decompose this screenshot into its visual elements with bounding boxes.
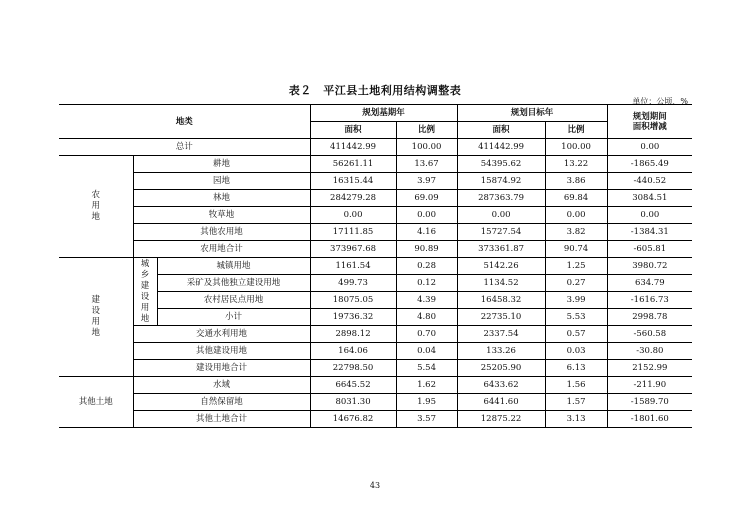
cell: 2898.12 [310, 326, 396, 343]
cell: 373967.68 [310, 241, 396, 258]
group-char: 用 [140, 302, 150, 313]
cell: 69.84 [545, 190, 607, 207]
cell: -605.81 [607, 241, 692, 258]
group-char: 地 [140, 313, 150, 324]
cell: 13.67 [396, 156, 457, 173]
change-header-line1: 规划期间 [632, 111, 667, 122]
cell: 1.25 [545, 258, 607, 275]
unit-note: 单位：公顷、% [632, 97, 688, 106]
row-label: 总计 [59, 139, 310, 156]
row-label: 小计 [157, 309, 310, 326]
cell: -1589.70 [607, 394, 692, 411]
cell: 0.57 [545, 326, 607, 343]
table-row-total [59, 139, 692, 156]
cell: 15727.54 [457, 224, 545, 241]
cell: 90.89 [396, 241, 457, 258]
cell: 0.00 [457, 207, 545, 224]
table-title: 表２ 平江县土地利用结构调整表 [288, 84, 462, 97]
cell: 5142.26 [457, 258, 545, 275]
table-row [59, 411, 692, 428]
cell: 0.00 [607, 207, 692, 224]
row-label: 其他建设用地 [133, 343, 310, 360]
cell: 3.13 [545, 411, 607, 428]
cell: 4.16 [396, 224, 457, 241]
cell: 12875.22 [457, 411, 545, 428]
cell: 2998.78 [607, 309, 692, 326]
cell: 411442.99 [310, 139, 396, 156]
row-label: 建设用地合计 [133, 360, 310, 377]
cell: 5.53 [545, 309, 607, 326]
row-label: 其他土地合计 [133, 411, 310, 428]
row-label: 其他农用地 [133, 224, 310, 241]
change-header [607, 105, 692, 139]
cell: 6.13 [545, 360, 607, 377]
change-header-line2: 面积增减 [632, 121, 667, 132]
group-char: 设 [140, 291, 150, 302]
group-char: 乡 [140, 269, 150, 280]
table-row [59, 377, 692, 394]
cell: 25205.90 [457, 360, 545, 377]
cell: 0.27 [545, 275, 607, 292]
cell: 6433.62 [457, 377, 545, 394]
constr-group-label [59, 258, 133, 377]
table-row [59, 326, 692, 343]
cell: 8031.30 [310, 394, 396, 411]
cell: 0.12 [396, 275, 457, 292]
cell: -440.52 [607, 173, 692, 190]
cell: 0.00 [607, 139, 692, 156]
target-area-header: 面积 [457, 122, 545, 139]
group-char: 城 [140, 258, 150, 269]
cell: -1801.60 [607, 411, 692, 428]
page-number: 43 [369, 481, 381, 490]
group-char: 农 [91, 190, 100, 200]
row-label: 交通水利用地 [133, 326, 310, 343]
table-row [59, 156, 692, 173]
table-row [59, 394, 692, 411]
cell: 56261.11 [310, 156, 396, 173]
cell: 3084.51 [607, 190, 692, 207]
cell: -1384.31 [607, 224, 692, 241]
cell: 13.22 [545, 156, 607, 173]
cell: 16458.32 [457, 292, 545, 309]
cell: 54395.62 [457, 156, 545, 173]
cell: 1161.54 [310, 258, 396, 275]
group-char: 设 [91, 306, 100, 316]
cell: 0.00 [310, 207, 396, 224]
cell: 287363.79 [457, 190, 545, 207]
table-row [59, 224, 692, 241]
row-label: 园地 [133, 173, 310, 190]
cell: 3980.72 [607, 258, 692, 275]
row-label: 采矿及其他独立建设用地 [157, 275, 310, 292]
cell: 90.74 [545, 241, 607, 258]
target-ratio-header: 比例 [545, 122, 607, 139]
table-row [59, 207, 692, 224]
cell: 3.99 [545, 292, 607, 309]
cell: 133.26 [457, 343, 545, 360]
cell: 0.00 [396, 207, 457, 224]
row-label: 牧草地 [133, 207, 310, 224]
cell: 0.00 [545, 207, 607, 224]
urban-group-label [133, 258, 157, 326]
table-row [59, 173, 692, 190]
cell: 16315.44 [310, 173, 396, 190]
table-row [59, 258, 692, 275]
cell: 6441.60 [457, 394, 545, 411]
cell: -211.90 [607, 377, 692, 394]
cell: 0.03 [545, 343, 607, 360]
cell: 15874.92 [457, 173, 545, 190]
cell: 3.82 [545, 224, 607, 241]
cell: 634.79 [607, 275, 692, 292]
cell: 18075.05 [310, 292, 396, 309]
cell: 0.70 [396, 326, 457, 343]
cell: 2152.99 [607, 360, 692, 377]
cell: 3.86 [545, 173, 607, 190]
row-label: 耕地 [133, 156, 310, 173]
cell: 5.54 [396, 360, 457, 377]
row-label: 农村居民点用地 [157, 292, 310, 309]
row-label: 自然保留地 [133, 394, 310, 411]
cell: 1.57 [545, 394, 607, 411]
cell: 1.95 [396, 394, 457, 411]
cell: 0.04 [396, 343, 457, 360]
cell: -30.80 [607, 343, 692, 360]
cell: 22735.10 [457, 309, 545, 326]
group-char: 地 [91, 328, 100, 338]
group-char: 建 [91, 295, 100, 305]
cell: 14676.82 [310, 411, 396, 428]
cell: 19736.32 [310, 309, 396, 326]
group-char: 建 [140, 280, 150, 291]
cell: 69.09 [396, 190, 457, 207]
cell: 22798.50 [310, 360, 396, 377]
land-type-header: 地类 [59, 105, 310, 139]
cell: 373361.87 [457, 241, 545, 258]
base-year-header: 规划基期年 [310, 105, 457, 122]
cell: 6645.52 [310, 377, 396, 394]
row-label: 林地 [133, 190, 310, 207]
cell: 3.57 [396, 411, 457, 428]
group-char: 用 [91, 317, 100, 327]
cell: 1.56 [545, 377, 607, 394]
cell: 164.06 [310, 343, 396, 360]
cell: 284279.28 [310, 190, 396, 207]
group-char: 地 [91, 212, 100, 222]
base-ratio-header: 比例 [396, 122, 457, 139]
header-row-1 [59, 105, 692, 122]
cell: 499.73 [310, 275, 396, 292]
cell: -1616.73 [607, 292, 692, 309]
cell: 3.97 [396, 173, 457, 190]
row-label: 水域 [133, 377, 310, 394]
table-row [59, 360, 692, 377]
table-row [59, 241, 692, 258]
group-char: 用 [91, 201, 100, 211]
cell: -1865.49 [607, 156, 692, 173]
cell: 17111.85 [310, 224, 396, 241]
cell: 1134.52 [457, 275, 545, 292]
other-group-label: 其他土地 [59, 377, 133, 428]
row-label: 农用地合计 [133, 241, 310, 258]
agri-group-label [59, 156, 133, 258]
table-row [59, 343, 692, 360]
cell: 4.80 [396, 309, 457, 326]
cell: 100.00 [396, 139, 457, 156]
cell: 4.39 [396, 292, 457, 309]
land-use-table [59, 104, 692, 428]
row-label: 城镇用地 [157, 258, 310, 275]
cell: 2337.54 [457, 326, 545, 343]
cell: 1.62 [396, 377, 457, 394]
cell: 100.00 [545, 139, 607, 156]
cell: 0.28 [396, 258, 457, 275]
cell: 411442.99 [457, 139, 545, 156]
base-area-header: 面积 [310, 122, 396, 139]
table-row [59, 190, 692, 207]
cell: -560.58 [607, 326, 692, 343]
target-year-header: 规划目标年 [457, 105, 607, 122]
